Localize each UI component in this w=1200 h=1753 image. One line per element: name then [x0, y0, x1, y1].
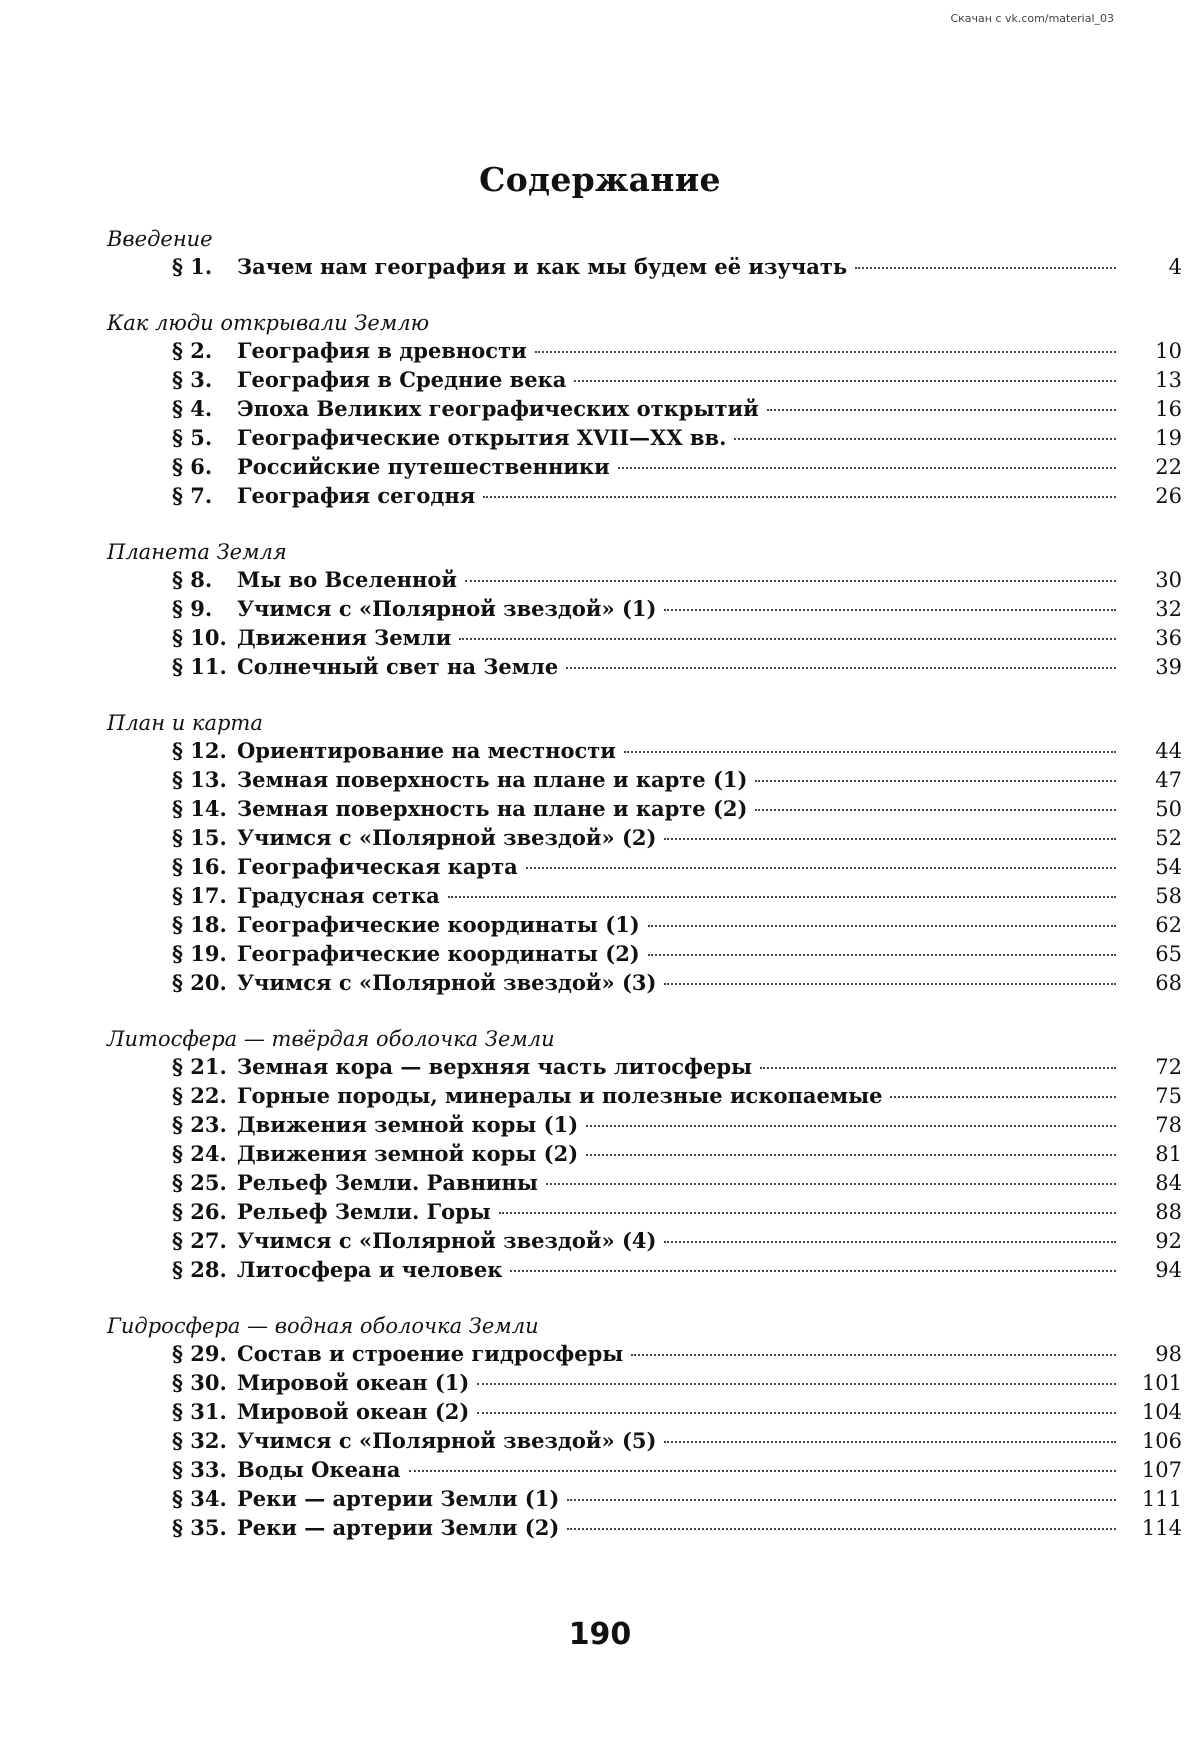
dot-leader [755, 809, 1116, 811]
entry-title: Учимся с «Полярной звездой» (5) [237, 1428, 657, 1453]
entry-title: Географические координаты (1) [237, 912, 640, 937]
entry-title: Мировой океан (1) [237, 1370, 470, 1395]
entry-title: Реки — артерии Земли (1) [237, 1486, 560, 1511]
entry-number: § 20. [172, 970, 227, 995]
entry-number: § 13. [172, 767, 227, 792]
toc-entry [172, 652, 1182, 681]
toc-entry [172, 1368, 1182, 1397]
entry-title: Мы во Вселенной [237, 567, 457, 592]
toc-entry [172, 1081, 1182, 1110]
entry-number: § 19. [172, 941, 227, 966]
dot-leader [734, 438, 1116, 440]
section-entries [107, 565, 1182, 681]
entry-title: Учимся с «Полярной звездой» (2) [237, 825, 657, 850]
entry-title: Литосфера и человек [237, 1257, 503, 1282]
toc-entry [172, 1139, 1182, 1168]
toc-entry [172, 1052, 1182, 1081]
dot-leader [586, 1125, 1116, 1127]
dot-leader [535, 351, 1116, 353]
entry-page: 52 [1155, 826, 1182, 850]
entry-page: 19 [1155, 426, 1182, 450]
dot-leader [448, 896, 1116, 898]
entry-number: § 27. [172, 1228, 227, 1253]
dot-leader [890, 1096, 1116, 1098]
dot-leader [767, 409, 1116, 411]
entry-title: Учимся с «Полярной звездой» (4) [237, 1228, 657, 1253]
entry-page: 44 [1155, 739, 1182, 763]
entry-page: 111 [1141, 1487, 1182, 1511]
section-entries [107, 736, 1182, 997]
dot-leader [631, 1354, 1116, 1356]
entry-number: § 30. [172, 1370, 227, 1395]
entry-page: 13 [1155, 368, 1182, 392]
dot-leader [526, 867, 1116, 869]
entry-page: 26 [1155, 484, 1182, 508]
entry-page: 30 [1155, 568, 1182, 592]
section-title: Гидросфера — водная оболочка Земли [107, 1314, 539, 1338]
entry-number: § 3. [172, 367, 213, 392]
entry-page: 72 [1155, 1055, 1182, 1079]
section-entries [107, 1052, 1182, 1284]
toc-entry [172, 365, 1182, 394]
entry-number: § 31. [172, 1399, 227, 1424]
dot-leader [648, 954, 1116, 956]
toc-entry [172, 1255, 1182, 1284]
dot-leader [648, 925, 1116, 927]
table-of-contents [107, 226, 1182, 1571]
entry-title: Рельеф Земли. Горы [237, 1199, 491, 1224]
toc-entry [172, 765, 1182, 794]
toc-entry [172, 939, 1182, 968]
entry-title: Рельеф Земли. Равнины [237, 1170, 538, 1195]
toc-entry [172, 481, 1182, 510]
dot-leader [586, 1154, 1116, 1156]
entry-page: 84 [1155, 1171, 1182, 1195]
entry-page: 32 [1155, 597, 1182, 621]
toc-entry [172, 252, 1182, 281]
toc-entry [172, 794, 1182, 823]
toc-section [107, 310, 1182, 510]
page-number: 190 [568, 1617, 632, 1652]
entry-title: Российские путешественники [237, 454, 610, 479]
entry-title: Движения Земли [237, 625, 452, 650]
dot-leader [499, 1212, 1116, 1214]
toc-entry [172, 1484, 1182, 1513]
entry-title: Земная поверхность на плане и карте (2) [237, 796, 748, 821]
watermark: Скачан с vk.com/material_03 [950, 12, 1114, 25]
dot-leader [510, 1270, 1116, 1272]
entry-page: 39 [1155, 655, 1182, 679]
entry-number: § 7. [172, 483, 213, 508]
entry-page: 92 [1155, 1229, 1182, 1253]
entry-page: 94 [1155, 1258, 1182, 1282]
entry-number: § 4. [172, 396, 213, 421]
entry-page: 54 [1155, 855, 1182, 879]
entry-number: § 15. [172, 825, 227, 850]
entry-title: Ориентирование на местности [237, 738, 616, 763]
entry-page: 75 [1155, 1084, 1182, 1108]
dot-leader [664, 838, 1116, 840]
dot-leader [664, 1241, 1116, 1243]
entry-number: § 26. [172, 1199, 227, 1224]
entry-title: Солнечный свет на Земле [237, 654, 559, 679]
toc-entry [172, 1397, 1182, 1426]
section-title: Планета Земля [107, 540, 287, 564]
entry-number: § 16. [172, 854, 227, 879]
entry-number: § 9. [172, 596, 213, 621]
entry-number: § 8. [172, 567, 213, 592]
toc-section [107, 710, 1182, 997]
entry-title: Учимся с «Полярной звездой» (3) [237, 970, 657, 995]
entry-number: § 2. [172, 338, 213, 363]
entry-number: § 14. [172, 796, 227, 821]
entry-number: § 33. [172, 1457, 227, 1482]
toc-entry [172, 1513, 1182, 1542]
dot-leader [465, 580, 1116, 582]
toc-entry [172, 1226, 1182, 1255]
toc-entry [172, 1339, 1182, 1368]
toc-section [107, 539, 1182, 681]
entry-title: География сегодня [237, 483, 476, 508]
entry-title: Движения земной коры (2) [237, 1141, 579, 1166]
dot-leader [755, 780, 1116, 782]
entry-page: 107 [1141, 1458, 1182, 1482]
section-entries [107, 252, 1182, 281]
dot-leader [409, 1470, 1116, 1472]
dot-leader [664, 609, 1116, 611]
entry-title: Географическая карта [237, 854, 518, 879]
entry-title: Реки — артерии Земли (2) [237, 1515, 560, 1540]
entry-title: Географические координаты (2) [237, 941, 640, 966]
entry-number: § 22. [172, 1083, 227, 1108]
dot-leader [483, 496, 1116, 498]
toc-entry [172, 394, 1182, 423]
toc-entry [172, 1426, 1182, 1455]
section-entries [107, 1339, 1182, 1542]
entry-title: Градусная сетка [237, 883, 440, 908]
entry-page: 16 [1155, 397, 1182, 421]
entry-page: 81 [1155, 1142, 1182, 1166]
toc-entry [172, 1197, 1182, 1226]
entry-title: Земная кора — верхняя часть литосферы [237, 1054, 753, 1079]
entry-title: Географические открытия XVII—XX вв. [237, 425, 727, 450]
entry-number: § 12. [172, 738, 227, 763]
entry-page: 78 [1155, 1113, 1182, 1137]
toc-entry [172, 336, 1182, 365]
section-title: Введение [107, 227, 213, 251]
toc-entry [172, 1168, 1182, 1197]
toc-entry [172, 423, 1182, 452]
toc-entry [172, 823, 1182, 852]
entry-number: § 17. [172, 883, 227, 908]
dot-leader [477, 1412, 1116, 1414]
section-title: Литосфера — твёрдая оболочка Земли [107, 1027, 555, 1051]
entry-number: § 10. [172, 625, 227, 650]
dot-leader [566, 667, 1116, 669]
toc-entry [172, 852, 1182, 881]
page-title: Содержание [479, 160, 721, 199]
entry-title: Учимся с «Полярной звездой» (1) [237, 596, 657, 621]
dot-leader [567, 1528, 1116, 1530]
entry-page: 58 [1155, 884, 1182, 908]
entry-page: 47 [1155, 768, 1182, 792]
section-title: План и карта [107, 711, 263, 735]
toc-entry [172, 623, 1182, 652]
dot-leader [855, 267, 1116, 269]
entry-title: Зачем нам география и как мы будем её изучать [237, 254, 848, 279]
dot-leader [618, 467, 1116, 469]
dot-leader [574, 380, 1116, 382]
dot-leader [760, 1067, 1116, 1069]
entry-number: § 32. [172, 1428, 227, 1453]
entry-page: 98 [1155, 1342, 1182, 1366]
entry-page: 36 [1155, 626, 1182, 650]
entry-number: § 35. [172, 1515, 227, 1540]
toc-entry [172, 452, 1182, 481]
entry-title: Мировой океан (2) [237, 1399, 470, 1424]
toc-entry [172, 910, 1182, 939]
dot-leader [664, 1441, 1116, 1443]
dot-leader [546, 1183, 1116, 1185]
entry-page: 62 [1155, 913, 1182, 937]
entry-page: 101 [1141, 1371, 1182, 1395]
entry-title: Земная поверхность на плане и карте (1) [237, 767, 748, 792]
dot-leader [664, 983, 1116, 985]
toc-entry [172, 1110, 1182, 1139]
entry-number: § 24. [172, 1141, 227, 1166]
entry-title: География в древности [237, 338, 527, 363]
entry-number: § 34. [172, 1486, 227, 1511]
toc-section [107, 1026, 1182, 1284]
entry-title: Воды Океана [237, 1457, 401, 1482]
dot-leader [459, 638, 1116, 640]
dot-leader [624, 751, 1116, 753]
entry-title: Горные породы, минералы и полезные ископаемые [237, 1083, 883, 1108]
toc-entry [172, 565, 1182, 594]
entry-title: География в Средние века [237, 367, 567, 392]
dot-leader [567, 1499, 1116, 1501]
section-title: Как люди открывали Землю [107, 311, 430, 335]
toc-entry [172, 736, 1182, 765]
entry-number: § 5. [172, 425, 213, 450]
entry-number: § 23. [172, 1112, 227, 1137]
entry-page: 22 [1155, 455, 1182, 479]
entry-number: § 1. [172, 254, 213, 279]
entry-page: 10 [1155, 339, 1182, 363]
entry-number: § 6. [172, 454, 213, 479]
entry-page: 50 [1155, 797, 1182, 821]
entry-page: 65 [1155, 942, 1182, 966]
entry-page: 104 [1141, 1400, 1182, 1424]
entry-number: § 28. [172, 1257, 227, 1282]
dot-leader [477, 1383, 1116, 1385]
toc-section [107, 1313, 1182, 1542]
toc-section [107, 226, 1182, 281]
entry-page: 114 [1141, 1516, 1182, 1540]
toc-entry [172, 968, 1182, 997]
entry-number: § 25. [172, 1170, 227, 1195]
entry-number: § 18. [172, 912, 227, 937]
entry-title: Состав и строение гидросферы [237, 1341, 624, 1366]
entry-page: 4 [1168, 255, 1182, 279]
entry-title: Эпоха Великих географических открытий [237, 396, 759, 421]
toc-entry [172, 881, 1182, 910]
entry-title: Движения земной коры (1) [237, 1112, 579, 1137]
entry-number: § 29. [172, 1341, 227, 1366]
entry-page: 106 [1141, 1429, 1182, 1453]
section-entries [107, 336, 1182, 510]
entry-page: 88 [1155, 1200, 1182, 1224]
entry-number: § 21. [172, 1054, 227, 1079]
entry-page: 68 [1155, 971, 1182, 995]
entry-number: § 11. [172, 654, 227, 679]
toc-entry [172, 1455, 1182, 1484]
toc-entry [172, 594, 1182, 623]
